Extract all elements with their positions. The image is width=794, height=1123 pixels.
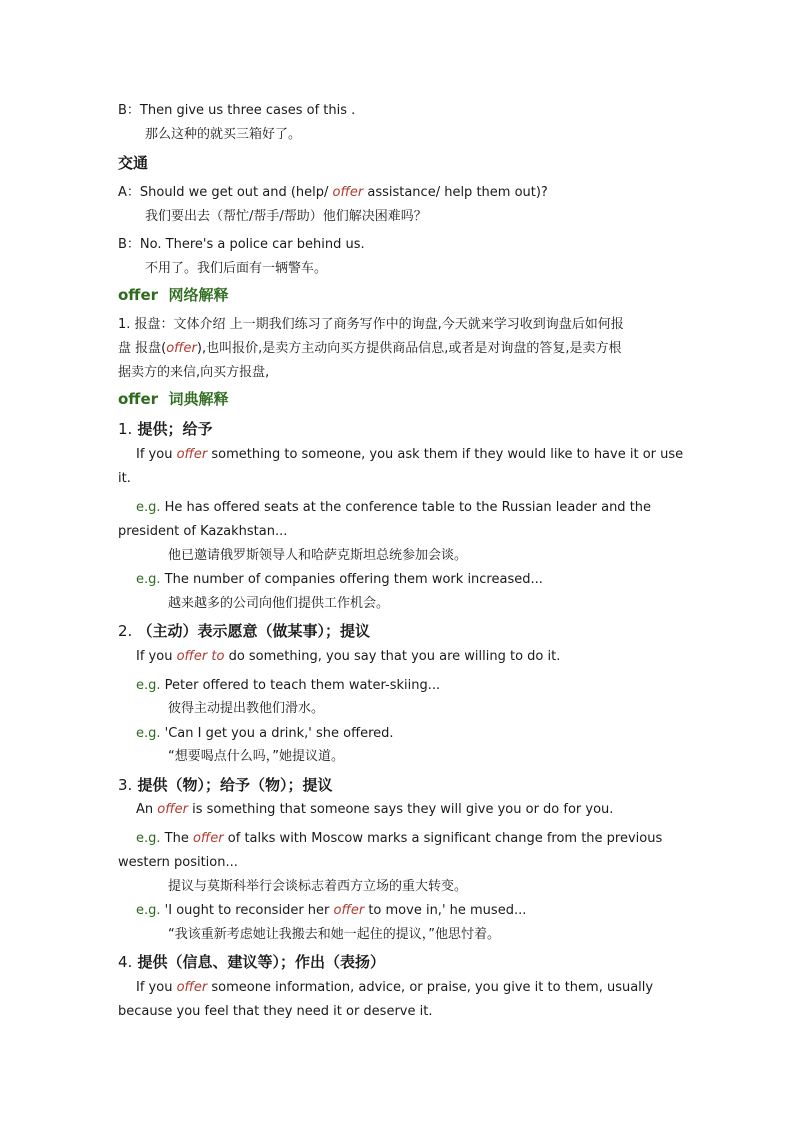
sense-1-example-2 — [136, 571, 543, 589]
web-definition-heading — [118, 284, 229, 306]
section-heading-traffic: 交通 — [118, 154, 149, 172]
sense-3-title — [118, 774, 333, 796]
sense-2-example-1-translation: 彼得主动提出教他们滑水。 — [168, 701, 325, 716]
sense-1-example-1-translation: 他已邀请俄罗斯领导人和哈萨克斯坦总统参加会谈。 — [168, 548, 468, 563]
def-text: If you — [136, 447, 177, 462]
sense-4-definition-cont: because you feel that they need it or deserve it. — [118, 1004, 433, 1019]
sense-number: 4. — [118, 953, 133, 971]
sense-2-example-2-translation: “想要喝点什么吗，”她提议道。 — [168, 749, 344, 764]
sense-title: （主动）表示愿意（做某事）；提议 — [137, 622, 371, 640]
sense-number: 1. — [118, 420, 133, 438]
dialog-line-b1 — [118, 102, 355, 120]
web-def-line-1: 1. 报盘：文体介绍 上一期我们练习了商务写作中的询盘,今天就来学习收到询盘后如何报 — [118, 317, 624, 332]
def-text: An — [136, 802, 158, 817]
example-label: e.g. — [136, 572, 161, 587]
def-text: If you — [136, 649, 177, 664]
keyword-offer: offer — [176, 980, 208, 995]
sense-1-example-1 — [136, 499, 651, 517]
speaker-label: A： — [118, 185, 140, 200]
example-label: e.g. — [136, 903, 161, 918]
sense-title: 提供（信息、建议等）；作出（表扬） — [137, 953, 386, 971]
keyword-offer: offer — [333, 903, 365, 918]
keyword-offer: offer — [192, 831, 224, 846]
dialog-text: Should we get out and (help/ — [139, 185, 333, 200]
heading-word: offer — [118, 390, 159, 408]
dialog-translation-a: 我们要出去（帮忙/帮手/帮助）他们解决困难吗？ — [145, 209, 427, 224]
dialog-translation-b1: 那么这种的就买三箱好了。 — [145, 127, 302, 142]
def-text-rest: do something, you say that you are willing to do it. — [224, 649, 561, 664]
dictionary-heading — [118, 388, 229, 410]
example-text: 'Can I get you a drink,' she offered. — [160, 726, 394, 741]
example-text: 'I ought to reconsider her — [160, 903, 334, 918]
heading-word: offer — [118, 286, 159, 304]
dialog-line-b2 — [118, 236, 365, 254]
example-label: e.g. — [136, 831, 161, 846]
speaker-label: B： — [118, 237, 140, 252]
keyword-offer-to: offer to — [176, 649, 225, 664]
sense-3-example-2 — [136, 902, 526, 920]
sense-3-definition — [136, 801, 613, 819]
sense-1-title — [118, 418, 213, 440]
web-def-line-2 — [118, 340, 622, 358]
speaker-label: B： — [118, 103, 140, 118]
keyword-offer: offer — [166, 341, 197, 356]
sense-number: 2. — [118, 622, 133, 640]
sense-3-example-1-cont: western position... — [118, 855, 238, 870]
heading-label: 词典解释 — [168, 390, 229, 408]
keyword-offer: offer — [157, 802, 188, 817]
example-text-rest: to move in,' he mused... — [364, 903, 527, 918]
sense-3-example-1 — [136, 830, 662, 848]
sense-3-example-2-translation: “我该重新考虑她让我搬去和她一起住的提议，”他思忖着。 — [168, 927, 500, 942]
sense-4-definition — [136, 979, 653, 997]
example-text: Peter offered to teach them water-skiing... — [160, 678, 441, 693]
example-label: e.g. — [136, 726, 161, 741]
sense-2-example-2 — [136, 725, 394, 743]
sense-1-example-2-translation: 越来越多的公司向他们提供工作机会。 — [168, 596, 390, 611]
web-def-text-rest: ),也叫报价,是卖方主动向买方提供商品信息,或者是对询盘的答复,是卖方根 — [196, 341, 622, 356]
example-text-rest: of talks with Moscow marks a significant change from the previous — [223, 831, 663, 846]
sense-2-example-1 — [136, 677, 440, 695]
sense-3-example-1-translation: 提议与莫斯科举行会谈标志着西方立场的重大转变。 — [168, 879, 468, 894]
dialog-translation-b2: 不用了。我们后面有一辆警车。 — [145, 261, 328, 276]
web-def-line-3: 据卖方的来信,向买方报盘, — [118, 365, 270, 380]
example-text: The number of companies offering them work increased... — [160, 572, 543, 587]
keyword-offer: offer — [332, 185, 364, 200]
example-text: He has offered seats at the conference table to the Russian leader and the — [160, 500, 652, 515]
def-text-rest: something to someone, you ask them if they would like to have it or use — [207, 447, 684, 462]
def-text: If you — [136, 980, 177, 995]
def-text-rest: is something that someone says they will give you or do for you. — [187, 802, 614, 817]
heading-label: 网络解释 — [168, 286, 229, 304]
dialog-text-rest: assistance/ help them out)? — [363, 185, 548, 200]
sense-1-example-1-cont: president of Kazakhstan... — [118, 524, 288, 539]
sense-title: 提供（物）；给予（物）；提议 — [137, 776, 333, 794]
sense-2-definition — [136, 648, 560, 666]
sense-number: 3. — [118, 776, 133, 794]
sense-2-title — [118, 620, 370, 642]
web-def-text: 盘 报盘( — [118, 341, 167, 356]
sense-1-definition — [136, 446, 683, 464]
def-text-rest: someone information, advice, or praise, you give it to them, usually — [207, 980, 654, 995]
dialog-text: No. There's a police car behind us. — [139, 237, 365, 252]
keyword-offer: offer — [176, 447, 208, 462]
example-text: The — [160, 831, 193, 846]
example-label: e.g. — [136, 500, 161, 515]
sense-title: 提供；给予 — [137, 420, 213, 438]
sense-4-title — [118, 951, 385, 973]
dialog-text: Then give us three cases of this . — [139, 103, 356, 118]
sense-1-definition-cont: it. — [118, 471, 131, 486]
dialog-line-a — [118, 184, 548, 202]
example-label: e.g. — [136, 678, 161, 693]
